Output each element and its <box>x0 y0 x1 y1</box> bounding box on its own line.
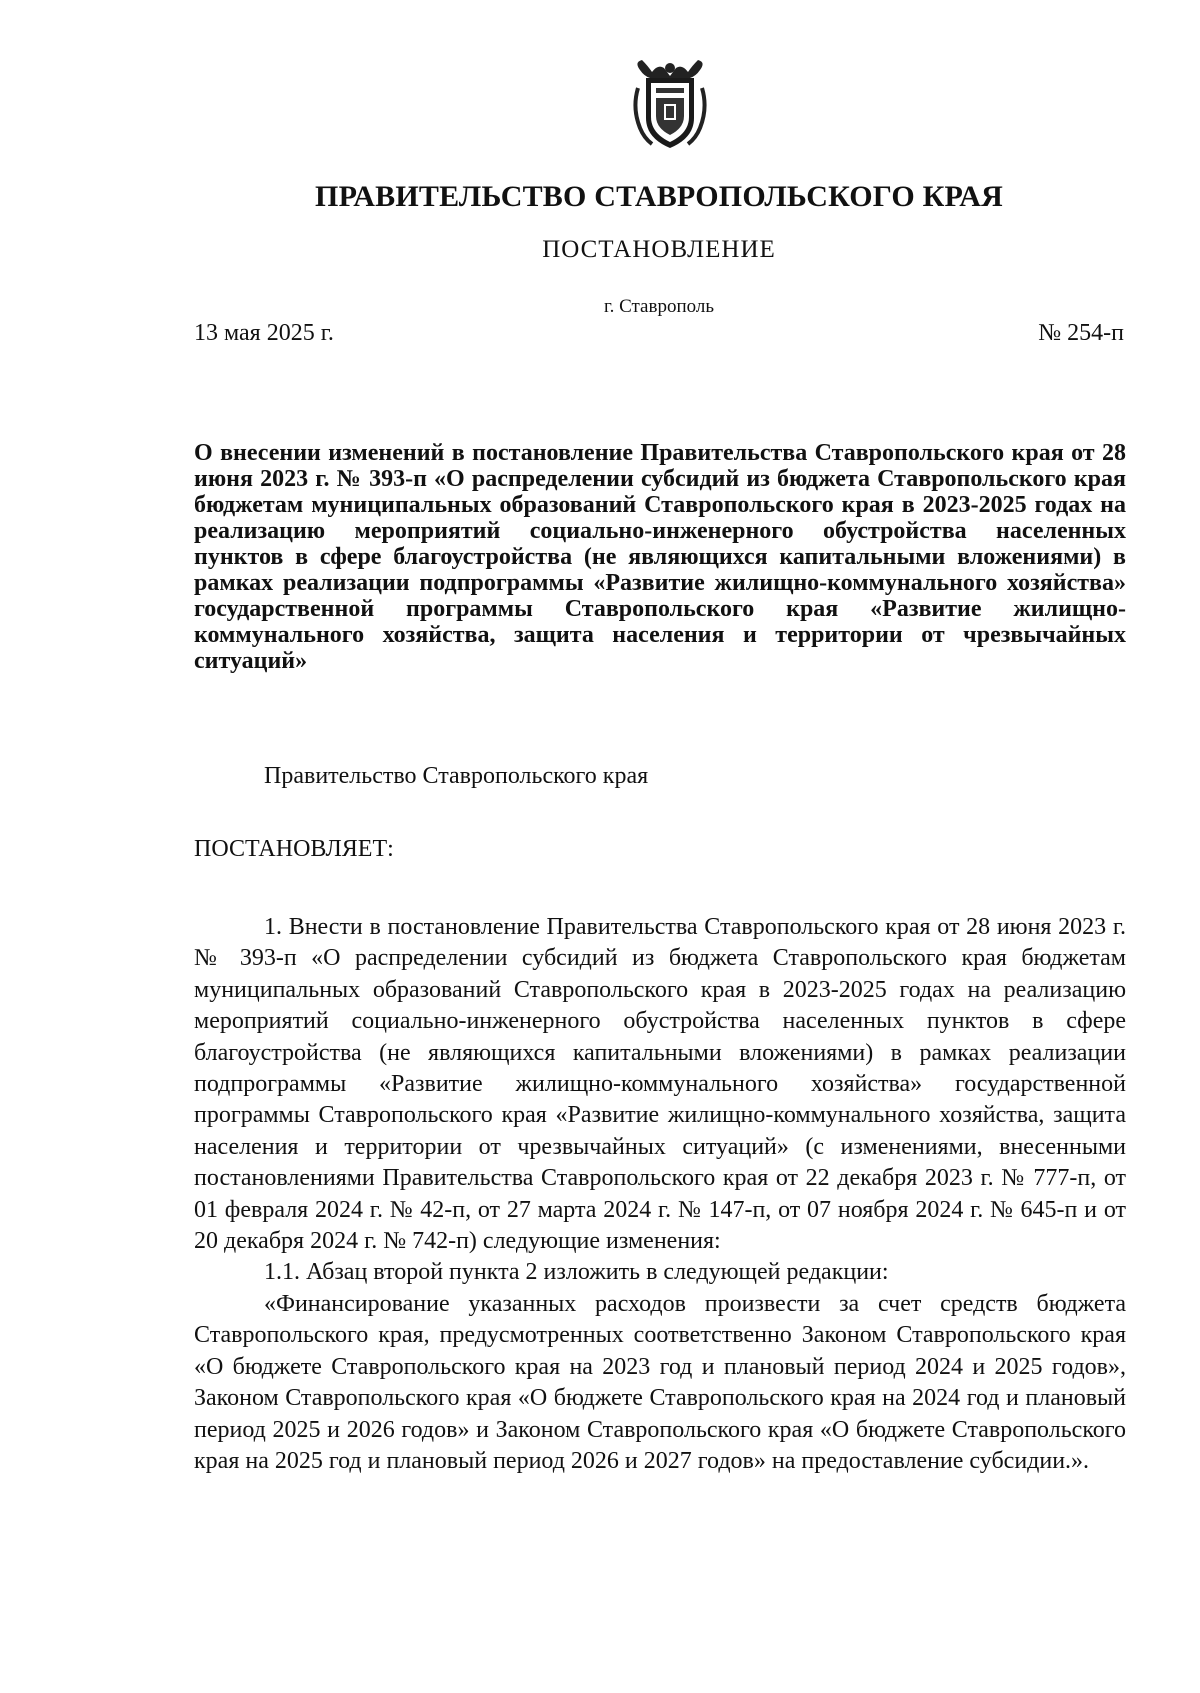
document-number: № 254-п <box>1038 320 1124 346</box>
paragraph-1-1: 1.1. Абзац второй пункта 2 изложить в следующей редакции: <box>264 1259 889 1286</box>
document-date: 13 мая 2025 г. <box>194 320 334 346</box>
document-body <box>194 912 1126 1477</box>
organization-title: ПРАВИТЕЛЬСТВО СТАВРОПОЛЬСКОГО КРАЯ <box>315 180 1003 213</box>
document-subject: О внесении изменений в постановление Правительства Ставропольского края от 28 июня 2023 г. № 393-п «О распределении субсидий из бюджета Ставропольского края бюджетам муниципальных образований Ставропольского края в 2023-2025 годах на реализацию мероприятий социально-инженерного обустройства населенных пунктов в сфере благоустройства (не являющихся капитальными вложениями) в рамках реализации подпрограммы «Развитие жилищно-коммунального хозяйства» государственной программы Ставропольского края «Развитие жилищно-коммунального хозяйства, защита населения и территории от чрезвычайных ситуаций» <box>194 440 1126 674</box>
stavropol-coat-of-arms-icon <box>630 58 710 152</box>
issuing-body: Правительство Ставропольского края <box>264 763 649 789</box>
city-label: г. Ставрополь <box>603 296 715 317</box>
decree-word: ПОСТАНОВЛЯЕТ: <box>194 836 394 862</box>
paragraph-1: 1. Внести в постановление Правительства Ставропольского края от 28 июня 2023 г. № 393-п «О распределении субсидий из бюджета Ставропольского края бюджетам муниципальных образований Ставропольского края в 2023-2025 годах на реализацию мероприятий социально-инженерного обустройства населенных пунктов в сфере благоустройства (не являющихся капитальными вложениями) в рамках реализации подпрограммы «Развитие жилищно-коммунального хозяйства» государственной программы Ставропольского края «Развитие жилищно-коммунального хозяйства, защита населения и территории от чрезвычайных ситуаций» (с изменениями, внесенными постановлениями Правительства Ставропольского края от 22 декабря 2023 г. № 777-п, от 01 февраля 2024 г. № 42-п, от 27 марта 2024 г. № 147-п, от 07 ноября 2024 г. № 645-п и от 20 декабря 2024 г. № 742-п) следующие изменения: <box>194 914 1126 1255</box>
paragraph-quote: «Финансирование указанных расходов произвести за счет средств бюджета Ставропольского края, предусмотренных соответственно Законом Ставропольского края «О бюджете Ставропольского края на 2023 год и плановый период 2024 и 2025 годов», Законом Ставропольского края «О бюджете Ставропольского края на 2024 год и плановый период 2025 и 2026 годов» и Законом Ставропольского края «О бюджете Ставропольского края на 2025 год и плановый период 2026 и 2027 годов» на предоставление субсидии.». <box>194 1290 1126 1474</box>
document-type: ПОСТАНОВЛЕНИЕ <box>542 236 776 263</box>
